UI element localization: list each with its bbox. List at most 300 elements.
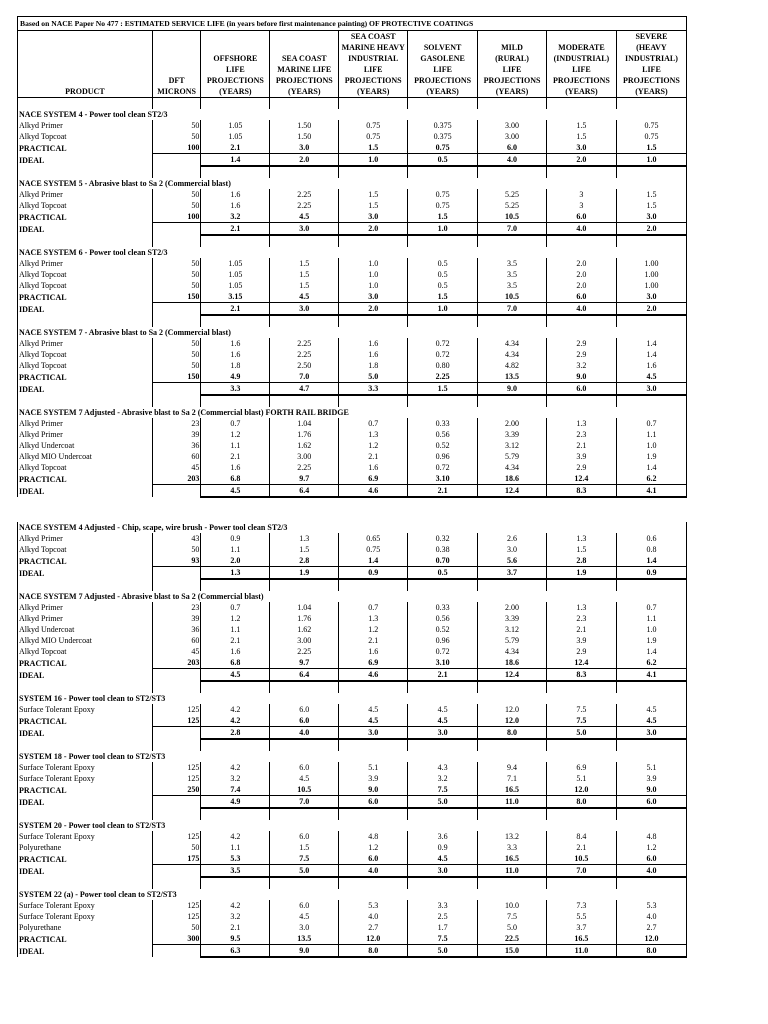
product-name: Alkyd Topcoat bbox=[18, 360, 153, 371]
life-value: 3.10 bbox=[408, 657, 478, 669]
section-title: NACE SYSTEM 7 Adjusted - Abrasive blast to Sa 2 (Commercial blast) FORTH RAIL BRIDGE bbox=[18, 407, 687, 418]
coatings-document bbox=[17, 16, 687, 958]
life-value: 4.5 bbox=[270, 911, 339, 922]
product-name: Alkyd Topcoat bbox=[18, 200, 153, 211]
practical-row bbox=[18, 853, 687, 865]
column-header-row bbox=[18, 31, 687, 98]
life-value: 15.0 bbox=[478, 945, 547, 958]
product-name: Surface Tolerant Epoxy bbox=[18, 773, 153, 784]
life-value: 1.5 bbox=[546, 131, 616, 142]
life-value: 18.6 bbox=[478, 473, 547, 485]
header-line: (HEAVY bbox=[636, 43, 667, 52]
life-value: 6.0 bbox=[270, 715, 339, 727]
life-value: 6.0 bbox=[270, 704, 339, 715]
header-line: SOLVENT bbox=[423, 43, 462, 52]
product-name: Surface Tolerant Epoxy bbox=[18, 762, 153, 773]
life-value: 3.0 bbox=[616, 383, 686, 396]
life-value: 4.0 bbox=[270, 727, 339, 740]
life-value: 2.1 bbox=[339, 635, 408, 646]
product-row bbox=[18, 624, 687, 635]
life-value: 1.5 bbox=[270, 842, 339, 853]
section-title: NACE SYSTEM 7 - Abrasive blast to Sa 2 (Commercial blast) bbox=[18, 327, 687, 338]
product-row bbox=[18, 544, 687, 555]
spacer-cell bbox=[270, 166, 339, 178]
ideal-row bbox=[18, 154, 687, 167]
life-value: 1.1 bbox=[201, 842, 270, 853]
product-row bbox=[18, 429, 687, 440]
spacer-cell bbox=[339, 808, 408, 820]
life-value: 1.3 bbox=[339, 613, 408, 624]
product-name: Alkyd Topcoat bbox=[18, 462, 153, 473]
life-value: 4.0 bbox=[546, 303, 616, 316]
life-value: 1.6 bbox=[616, 360, 686, 371]
life-value: 1.62 bbox=[270, 624, 339, 635]
dft-value: 125 bbox=[152, 762, 201, 773]
life-value: 3 bbox=[546, 189, 616, 200]
spacer-cell bbox=[546, 98, 616, 110]
life-value: 2.9 bbox=[546, 462, 616, 473]
life-value: 12.0 bbox=[616, 933, 686, 945]
ideal-row bbox=[18, 796, 687, 809]
life-value: 1.00 bbox=[616, 258, 686, 269]
spacer-cell bbox=[339, 395, 408, 407]
life-value: 0.38 bbox=[408, 544, 478, 555]
life-value: 0.9 bbox=[408, 842, 478, 853]
spacer-cell bbox=[478, 808, 547, 820]
product-name: Alkyd MIO Undercoat bbox=[18, 451, 153, 462]
life-value: 2.1 bbox=[201, 303, 270, 316]
spacer-cell bbox=[270, 808, 339, 820]
product-name: IDEAL bbox=[18, 485, 153, 498]
life-value: 0.75 bbox=[616, 120, 686, 131]
life-value: 1.6 bbox=[339, 646, 408, 657]
practical-row bbox=[18, 784, 687, 796]
life-value: 1.1 bbox=[616, 429, 686, 440]
ideal-row bbox=[18, 383, 687, 396]
spacer-cell bbox=[478, 579, 547, 591]
header-line: (YEARS) bbox=[288, 87, 321, 96]
life-value: 3.00 bbox=[478, 131, 547, 142]
spacer-cell bbox=[408, 739, 478, 751]
life-value: 1.6 bbox=[201, 462, 270, 473]
spacer-cell bbox=[152, 739, 201, 751]
spacer-cell bbox=[478, 395, 547, 407]
dft-value: 50 bbox=[152, 258, 201, 269]
product-row bbox=[18, 773, 687, 784]
life-value: 3.0 bbox=[339, 727, 408, 740]
dft-value bbox=[152, 154, 201, 167]
header-line: DFT bbox=[168, 76, 185, 85]
life-value: 2.9 bbox=[546, 646, 616, 657]
header-column-8 bbox=[616, 31, 686, 98]
life-value: 2.9 bbox=[546, 338, 616, 349]
life-value: 1.76 bbox=[270, 429, 339, 440]
life-value: 12.4 bbox=[478, 485, 547, 498]
dft-value: 203 bbox=[152, 473, 201, 485]
dft-value: 125 bbox=[152, 831, 201, 842]
product-name: PRACTICAL bbox=[18, 715, 153, 727]
life-value: 3.5 bbox=[201, 865, 270, 878]
life-value: 2.1 bbox=[201, 635, 270, 646]
header-line: (YEARS) bbox=[495, 87, 529, 96]
life-value: 0.56 bbox=[408, 429, 478, 440]
dft-value: 100 bbox=[152, 211, 201, 223]
life-value: 5.0 bbox=[546, 727, 616, 740]
dft-value: 39 bbox=[152, 613, 201, 624]
life-value: 0.52 bbox=[408, 440, 478, 451]
life-value: 5.3 bbox=[616, 900, 686, 911]
spacer-cell bbox=[339, 235, 408, 247]
product-row bbox=[18, 131, 687, 142]
spacer-cell bbox=[478, 235, 547, 247]
life-value: 1.2 bbox=[339, 842, 408, 853]
life-value: 6.2 bbox=[616, 473, 686, 485]
life-value: 3.2 bbox=[201, 773, 270, 784]
spacer-cell bbox=[616, 497, 686, 522]
life-value: 13.2 bbox=[478, 831, 547, 842]
life-value: 0.75 bbox=[339, 131, 408, 142]
product-name: Alkyd Primer bbox=[18, 429, 153, 440]
life-value: 10.5 bbox=[478, 211, 547, 223]
product-row bbox=[18, 338, 687, 349]
spacer-cell bbox=[616, 681, 686, 693]
product-row bbox=[18, 613, 687, 624]
life-value: 4.5 bbox=[270, 211, 339, 223]
dft-value: 100 bbox=[152, 142, 201, 154]
life-value: 9.7 bbox=[270, 657, 339, 669]
life-value: 1.9 bbox=[546, 567, 616, 580]
dft-value: 150 bbox=[152, 291, 201, 303]
spacer-cell bbox=[546, 681, 616, 693]
life-value: 6.0 bbox=[339, 853, 408, 865]
life-value: 1.9 bbox=[616, 451, 686, 462]
life-value: 5.6 bbox=[478, 555, 547, 567]
life-value: 1.5 bbox=[270, 258, 339, 269]
product-row bbox=[18, 200, 687, 211]
ideal-row bbox=[18, 303, 687, 316]
life-value: 6.0 bbox=[339, 796, 408, 809]
spacer-cell bbox=[546, 739, 616, 751]
life-value: 0.5 bbox=[408, 280, 478, 291]
product-name: Surface Tolerant Epoxy bbox=[18, 911, 153, 922]
life-value: 1.3 bbox=[339, 429, 408, 440]
life-value: 0.70 bbox=[408, 555, 478, 567]
life-value: 1.6 bbox=[339, 462, 408, 473]
life-value: 7.0 bbox=[546, 865, 616, 878]
product-row bbox=[18, 704, 687, 715]
life-value: 8.0 bbox=[616, 945, 686, 958]
header-line: (RURAL) bbox=[495, 54, 529, 63]
section-title-row bbox=[18, 820, 687, 831]
life-value: 1.8 bbox=[201, 360, 270, 371]
product-name: Alkyd Primer bbox=[18, 613, 153, 624]
life-value: 4.0 bbox=[478, 154, 547, 167]
header-line: GASOLENE bbox=[420, 54, 465, 63]
spacer-cell bbox=[408, 497, 478, 522]
life-value: 5.25 bbox=[478, 200, 547, 211]
section-title: SYSTEM 20 - Power tool clean to ST2/ST3 bbox=[18, 820, 687, 831]
product-name: PRACTICAL bbox=[18, 211, 153, 223]
life-value: 7.5 bbox=[270, 853, 339, 865]
spacer-cell bbox=[408, 681, 478, 693]
life-value: 1.6 bbox=[339, 338, 408, 349]
header-line: PROJECTIONS bbox=[483, 76, 541, 85]
life-value: 2.7 bbox=[616, 922, 686, 933]
header-line: PROJECTIONS bbox=[206, 76, 264, 85]
life-value: 1.00 bbox=[616, 280, 686, 291]
life-value: 1.0 bbox=[408, 223, 478, 236]
life-value: 6.2 bbox=[616, 657, 686, 669]
life-value: 2.1 bbox=[546, 624, 616, 635]
life-value: 12.4 bbox=[546, 657, 616, 669]
life-value: 4.5 bbox=[270, 773, 339, 784]
life-value: 3.0 bbox=[616, 291, 686, 303]
spacer-cell bbox=[408, 98, 478, 110]
life-value: 4.5 bbox=[339, 715, 408, 727]
life-value: 9.0 bbox=[339, 784, 408, 796]
section-title-row bbox=[18, 522, 687, 533]
dft-value: 125 bbox=[152, 911, 201, 922]
life-value: 1.5 bbox=[616, 200, 686, 211]
product-row bbox=[18, 635, 687, 646]
life-value: 1.4 bbox=[616, 555, 686, 567]
life-value: 10.5 bbox=[546, 853, 616, 865]
life-value: 5.3 bbox=[201, 853, 270, 865]
life-value: 4.6 bbox=[339, 669, 408, 682]
life-value: 3.2 bbox=[201, 211, 270, 223]
life-value: 6.8 bbox=[201, 473, 270, 485]
life-value: 1.5 bbox=[339, 189, 408, 200]
spacer-cell bbox=[18, 808, 153, 820]
life-value: 12.0 bbox=[478, 704, 547, 715]
section-title-row bbox=[18, 591, 687, 602]
life-value: 5.1 bbox=[616, 762, 686, 773]
product-name: PRACTICAL bbox=[18, 933, 153, 945]
life-value: 1.76 bbox=[270, 613, 339, 624]
header-line: LIFE bbox=[226, 65, 245, 74]
life-value: 0.7 bbox=[616, 418, 686, 429]
life-value: 4.34 bbox=[478, 646, 547, 657]
life-value: 3.12 bbox=[478, 440, 547, 451]
dft-value: 23 bbox=[152, 602, 201, 613]
product-name: Alkyd Primer bbox=[18, 189, 153, 200]
section-title: NACE SYSTEM 4 - Power tool clean ST2/3 bbox=[18, 109, 687, 120]
spacer-cell bbox=[478, 98, 547, 110]
dft-value: 60 bbox=[152, 451, 201, 462]
dft-value: 36 bbox=[152, 440, 201, 451]
spacer-cell bbox=[616, 739, 686, 751]
life-value: 2.25 bbox=[270, 200, 339, 211]
product-row bbox=[18, 900, 687, 911]
product-name: Alkyd Topcoat bbox=[18, 131, 153, 142]
life-value: 3.39 bbox=[478, 429, 547, 440]
dft-value: 50 bbox=[152, 200, 201, 211]
dft-value bbox=[152, 669, 201, 682]
spacer-cell bbox=[18, 739, 153, 751]
life-value: 0.75 bbox=[339, 120, 408, 131]
life-value: 0.7 bbox=[201, 602, 270, 613]
life-value: 1.9 bbox=[616, 635, 686, 646]
life-value: 1.4 bbox=[616, 349, 686, 360]
life-value: 3.5 bbox=[478, 269, 547, 280]
life-value: 2.00 bbox=[478, 602, 547, 613]
product-name: PRACTICAL bbox=[18, 371, 153, 383]
life-value: 3.0 bbox=[339, 291, 408, 303]
life-value: 0.56 bbox=[408, 613, 478, 624]
life-value: 1.2 bbox=[339, 624, 408, 635]
practical-row bbox=[18, 473, 687, 485]
product-name: Alkyd MIO Undercoat bbox=[18, 635, 153, 646]
life-value: 2.25 bbox=[270, 189, 339, 200]
life-value: 1.5 bbox=[616, 189, 686, 200]
spacer-cell bbox=[18, 497, 153, 522]
life-value: 0.5 bbox=[408, 154, 478, 167]
spacer-cell bbox=[201, 877, 270, 889]
spacer-row bbox=[18, 235, 687, 247]
spacer-cell bbox=[201, 235, 270, 247]
life-value: 3.2 bbox=[408, 773, 478, 784]
spacer-cell bbox=[546, 395, 616, 407]
life-value: 2.25 bbox=[270, 462, 339, 473]
life-value: 3.10 bbox=[408, 473, 478, 485]
product-row bbox=[18, 269, 687, 280]
header-line: (YEARS) bbox=[219, 87, 252, 96]
life-value: 0.9 bbox=[616, 567, 686, 580]
life-value: 3.0 bbox=[270, 922, 339, 933]
header-dft bbox=[152, 31, 201, 98]
header-line: SEVERE bbox=[635, 32, 668, 41]
life-value: 6.9 bbox=[339, 473, 408, 485]
life-value: 0.5 bbox=[408, 258, 478, 269]
life-value: 16.5 bbox=[478, 784, 547, 796]
life-value: 10.5 bbox=[478, 291, 547, 303]
dft-value: 300 bbox=[152, 933, 201, 945]
life-value: 3.9 bbox=[616, 773, 686, 784]
dft-value bbox=[152, 727, 201, 740]
life-value: 16.5 bbox=[546, 933, 616, 945]
life-value: 2.0 bbox=[546, 258, 616, 269]
spacer-cell bbox=[408, 808, 478, 820]
header-column-4 bbox=[339, 31, 408, 98]
practical-row bbox=[18, 371, 687, 383]
dft-value: 50 bbox=[152, 280, 201, 291]
product-name: IDEAL bbox=[18, 796, 153, 809]
life-value: 2.0 bbox=[201, 555, 270, 567]
life-value: 7.0 bbox=[270, 796, 339, 809]
dft-value bbox=[152, 567, 201, 580]
life-value: 9.7 bbox=[270, 473, 339, 485]
header-line: (YEARS) bbox=[426, 87, 459, 96]
header-line: PROJECTIONS bbox=[344, 76, 402, 85]
life-value: 2.7 bbox=[339, 922, 408, 933]
life-value: 0.9 bbox=[339, 567, 408, 580]
life-value: 3 bbox=[546, 200, 616, 211]
life-value: 2.9 bbox=[546, 349, 616, 360]
spacer-cell bbox=[339, 877, 408, 889]
product-row bbox=[18, 258, 687, 269]
life-value: 1.0 bbox=[408, 303, 478, 316]
life-value: 3.00 bbox=[270, 635, 339, 646]
life-value: 0.375 bbox=[408, 120, 478, 131]
life-value: 4.82 bbox=[478, 360, 547, 371]
life-value: 8.0 bbox=[546, 796, 616, 809]
life-value: 1.9 bbox=[270, 567, 339, 580]
life-value: 4.5 bbox=[201, 485, 270, 498]
life-value: 1.50 bbox=[270, 131, 339, 142]
life-value: 3.0 bbox=[616, 211, 686, 223]
life-value: 1.5 bbox=[408, 291, 478, 303]
dft-value: 50 bbox=[152, 922, 201, 933]
life-value: 6.0 bbox=[616, 796, 686, 809]
header-column-2 bbox=[201, 31, 270, 98]
life-value: 7.5 bbox=[546, 704, 616, 715]
header-column-3 bbox=[270, 31, 339, 98]
header-line: MODERATE bbox=[558, 43, 605, 52]
product-row bbox=[18, 842, 687, 853]
life-value: 7.0 bbox=[270, 371, 339, 383]
spacer-cell bbox=[201, 497, 270, 522]
life-value: 22.5 bbox=[478, 933, 547, 945]
life-value: 1.0 bbox=[616, 154, 686, 167]
spacer-cell bbox=[152, 166, 201, 178]
life-value: 0.65 bbox=[339, 533, 408, 544]
life-value: 3.0 bbox=[270, 142, 339, 154]
product-name: Polyurethane bbox=[18, 922, 153, 933]
life-value: 1.0 bbox=[616, 440, 686, 451]
life-value: 0.52 bbox=[408, 624, 478, 635]
life-value: 1.4 bbox=[201, 154, 270, 167]
life-value: 6.0 bbox=[270, 900, 339, 911]
life-value: 2.50 bbox=[270, 360, 339, 371]
spacer-cell bbox=[408, 166, 478, 178]
life-value: 3.39 bbox=[478, 613, 547, 624]
life-value: 9.4 bbox=[478, 762, 547, 773]
product-row bbox=[18, 462, 687, 473]
life-value: 6.0 bbox=[546, 383, 616, 396]
life-value: 6.0 bbox=[270, 762, 339, 773]
header-line: SEA COAST bbox=[281, 54, 327, 63]
life-value: 1.2 bbox=[201, 613, 270, 624]
header-column-5 bbox=[408, 31, 478, 98]
header-column-6 bbox=[478, 31, 547, 98]
life-value: 2.6 bbox=[478, 533, 547, 544]
spacer-cell bbox=[546, 877, 616, 889]
product-name: IDEAL bbox=[18, 727, 153, 740]
life-value: 4.0 bbox=[339, 911, 408, 922]
dft-value: 125 bbox=[152, 900, 201, 911]
life-value: 1.8 bbox=[339, 360, 408, 371]
life-value: 2.25 bbox=[270, 349, 339, 360]
life-value: 0.6 bbox=[616, 533, 686, 544]
life-value: 5.0 bbox=[339, 371, 408, 383]
spacer-cell bbox=[201, 808, 270, 820]
life-value: 1.05 bbox=[201, 269, 270, 280]
life-value: 2.1 bbox=[201, 922, 270, 933]
life-value: 3.9 bbox=[546, 635, 616, 646]
life-value: 1.05 bbox=[201, 280, 270, 291]
life-value: 2.1 bbox=[201, 223, 270, 236]
table-title: Based on NACE Paper No 477 : ESTIMATED SERVICE LIFE (in years before first maintenance painting) OF PROTECTIVE COATINGS bbox=[18, 17, 687, 31]
page-gap bbox=[18, 497, 687, 522]
life-value: 2.8 bbox=[270, 555, 339, 567]
product-name: Alkyd Primer bbox=[18, 338, 153, 349]
life-value: 5.5 bbox=[546, 911, 616, 922]
life-value: 4.1 bbox=[616, 669, 686, 682]
header-line: OFFSHORE bbox=[213, 54, 258, 63]
life-value: 1.5 bbox=[270, 280, 339, 291]
life-value: 0.75 bbox=[339, 544, 408, 555]
life-value: 6.0 bbox=[546, 291, 616, 303]
